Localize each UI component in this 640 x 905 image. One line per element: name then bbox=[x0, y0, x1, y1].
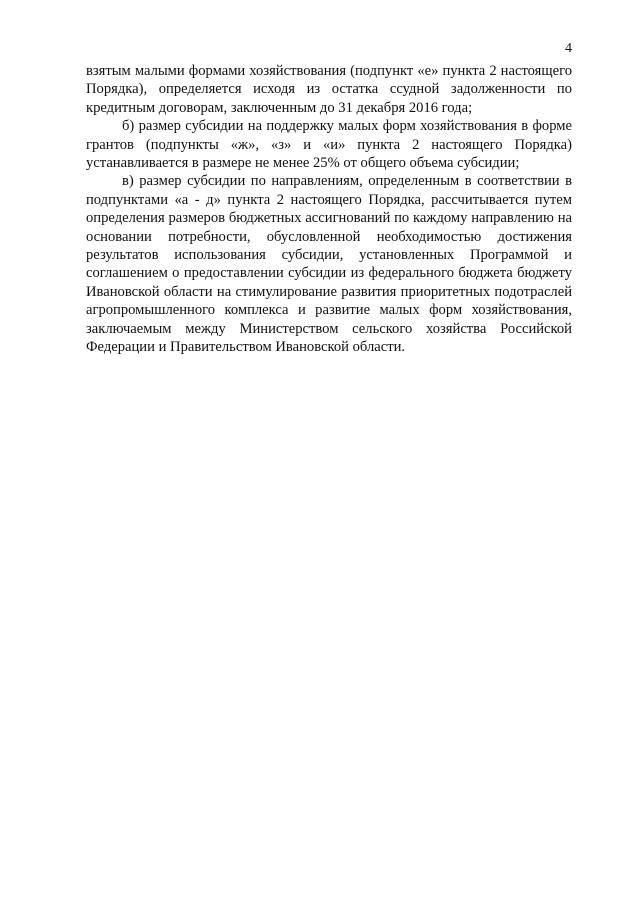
page-number: 4 bbox=[565, 41, 572, 56]
document-body bbox=[86, 62, 572, 357]
paragraph-item-b: б) размер субсидии на поддержку малых форм хозяйствования в форме грантов (подпункты «ж», «з» и «и» пункта 2 настоящего Порядка) устанавливается в размере не менее 25% от общего объема субсидии; bbox=[86, 118, 572, 172]
paragraph-continuation: взятым малыми формами хозяйствования (подпункт «е» пункта 2 настоящего Порядка), определяется исходя из остатка ссудной задолженности по кредитным договорам, заключенным до 31 декабря 2016 года; bbox=[86, 63, 572, 116]
paragraph-item-v: в) размер субсидии по направлениям, определенным в соответствии в подпунктами «а - д» пункта 2 настоящего Порядка, рассчитывается путем определения размеров бюджетных ассигнований по каждому направлению на основании потребности, обусловленной необходимостью достижения результатов использования субсидии, установленных Программой и соглашением о предоставлении субсидии из федерального бюджета бюджету Ивановской области на стимулирование развития приоритетных подотраслей агропромышленного комплекса и развитие малых форм хозяйствования, заключаемым между Министерством сельского хозяйства Российской Федерации и Правительством Ивановской области. bbox=[86, 173, 572, 356]
